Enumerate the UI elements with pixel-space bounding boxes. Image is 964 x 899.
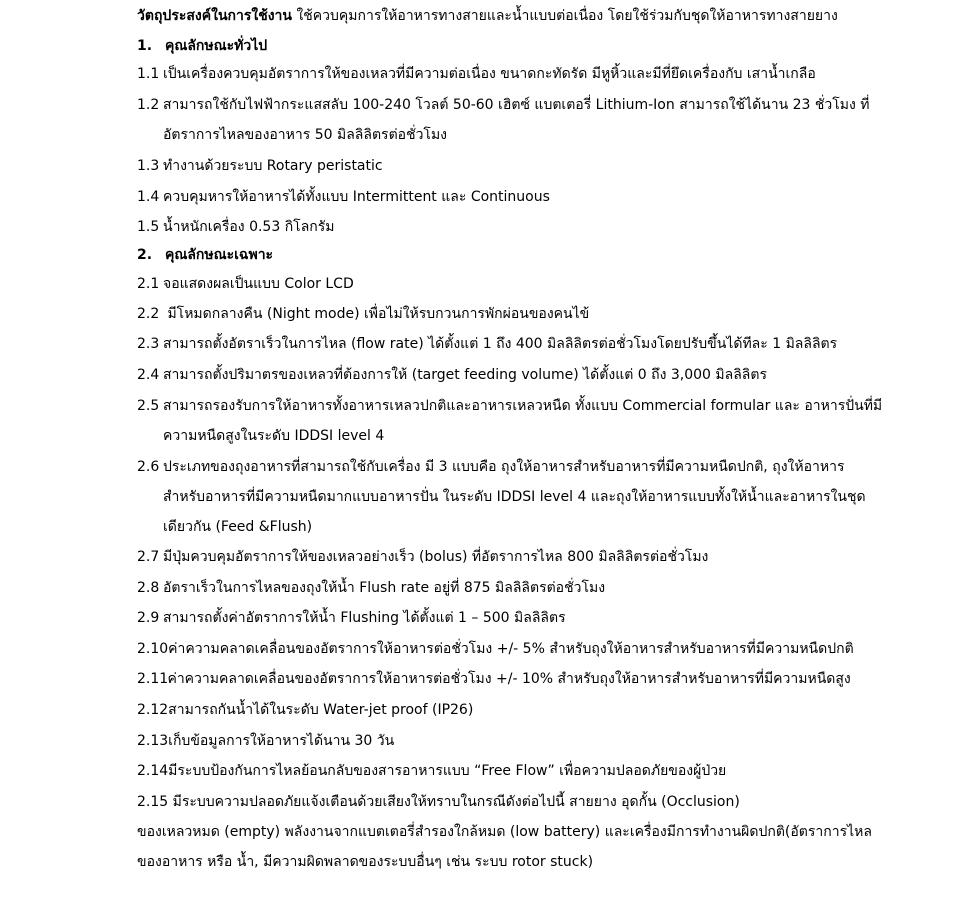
item-number: 2.1 xyxy=(137,276,160,292)
item-text: ค่าความคลาดเคลื่อนของอัตราการให้อาหารต่อชั่วโมง +/- 5% สำหรับถุงให้อาหารสำหรับอาหารที่มีความหนืดปกติ xyxy=(168,641,854,657)
objective-line xyxy=(137,6,838,26)
item-text: น้ำหนักเครื่อง 0.53 กิโลกรัม xyxy=(163,219,335,235)
objective-text: ใช้ควบคุมการให้อาหารทางสายและน้ำแบบต่อเนื่อง โดยใช้ร่วมกับชุดให้อาหารทางสายยาง xyxy=(296,8,838,24)
spec-item-1-5 xyxy=(137,217,335,237)
item-number: 2.9 xyxy=(137,610,160,626)
item-number: 2.6 xyxy=(137,459,160,475)
item-number: 1.3 xyxy=(137,158,160,174)
item-number: 1.5 xyxy=(137,219,160,235)
spec-item-1-4 xyxy=(137,187,550,207)
spec-item-2-6-continued-2: เดียวกัน (Feed &Flush) xyxy=(163,519,313,535)
spec-item-1-3 xyxy=(137,156,383,176)
item-number: 1.4 xyxy=(137,189,160,205)
section-2-number: 2. xyxy=(137,247,153,263)
spec-item-2-5 xyxy=(137,396,882,416)
spec-item-2-15 xyxy=(137,792,740,812)
spec-item-2-13 xyxy=(137,731,394,751)
spec-item-2-6 xyxy=(137,457,844,477)
item-text: ประเภทของถุงอาหารที่สามารถใช้กับเครื่อง มี 3 แบบคือ ถุงให้อาหารสำหรับอาหารที่มีความหนืดปกติ, ถุงให้อาหาร xyxy=(163,459,845,475)
item-number: 2.7 xyxy=(137,549,160,565)
item-text: จอแสดงผลเป็นแบบ Color LCD xyxy=(163,276,354,292)
spec-item-2-1 xyxy=(137,274,354,294)
spec-item-2-14 xyxy=(137,761,726,781)
item-number: 2.5 xyxy=(137,398,160,414)
spec-item-2-2 xyxy=(137,304,589,324)
spec-item-2-7 xyxy=(137,547,708,567)
section-1-title: คุณลักษณะทั่วไป xyxy=(165,38,268,54)
item-text: อัตราเร็วในการไหลของถุงให้น้ำ Flush rate อยู่ที่ 875 มิลลิลิตรต่อชั่วโมง xyxy=(163,580,606,596)
spec-item-2-5-continued: ความหนืดสูงในระดับ IDDSI level 4 xyxy=(163,428,385,444)
section-1-number: 1. xyxy=(137,38,153,54)
item-text: ค่าความคลาดเคลื่อนของอัตราการให้อาหารต่อชั่วโมง +/- 10% สำหรับถุงให้อาหารสำหรับอาหารที่มีความหนืดสูง xyxy=(163,671,851,687)
item-number: 2.14 xyxy=(137,763,169,779)
objective-title: วัตถุประสงค์ในการใช้งาน xyxy=(137,8,292,24)
spec-item-2-10 xyxy=(137,639,854,659)
section-2-heading xyxy=(137,245,273,265)
spec-item-2-11 xyxy=(137,669,851,689)
item-text: สามารถใช้กับไฟฟ้ากระแสสลับ 100-240 โวลต์ 50-60 เฮิตซ์ แบตเตอรี่ Lithium-Ion สามารถใช้ได้นาน 23 ชั่วโมง ที่ xyxy=(163,97,870,113)
item-text: สามารถตั้งค่าอัตราการให้น้ำ Flushing ได้ตั้งแต่ 1 – 500 มิลลิลิตร xyxy=(163,610,566,626)
item-number: 2.10 xyxy=(137,641,169,657)
spec-item-2-8 xyxy=(137,578,605,598)
item-text: มีระบบป้องกันการไหลย้อนกลับของสารอาหารแบบ “Free Flow” เพื่อความปลอดภัยของผู้ป่วย xyxy=(168,763,727,779)
item-text: สามารถกันน้ำได้ในระดับ Water-jet proof (IP26) xyxy=(168,702,474,718)
item-number: 2.11 xyxy=(137,671,169,687)
item-text: เก็บข้อมูลการให้อาหารได้นาน 30 วัน xyxy=(168,733,395,749)
item-text: เป็นเครื่องควบคุมอัตราการให้ของเหลวที่มีความต่อเนื่อง ขนาดกะทัดรัด มีหูหิ้วและมีที่ยึดเครื่องกับ เสาน้ำเกลือ xyxy=(163,66,816,82)
item-number: 2.15 xyxy=(137,794,169,810)
spec-item-2-12 xyxy=(137,700,473,720)
item-text: สามารถรองรับการให้อาหารทั้งอาหารเหลวปกติและอาหารเหลวหนืด ทั้งแบบ Commercial formular และ อาหารปั่นที่มี xyxy=(163,398,883,414)
spec-item-2-9 xyxy=(137,608,566,628)
section-2-title: คุณลักษณะเฉพาะ xyxy=(165,247,274,263)
spec-item-1-2-continued: อัตราการไหลของอาหาร 50 มิลลิลิตรต่อชั่วโมง xyxy=(163,127,448,143)
item-number: 2.4 xyxy=(137,367,160,383)
item-text: มีปุ่มควบคุมอัตราการให้ของเหลวอย่างเร็ว (bolus) ที่อัตราการไหล 800 มิลลิลิตรต่อชั่วโมง xyxy=(163,549,709,565)
spec-item-2-3 xyxy=(137,334,837,354)
spec-item-2-4 xyxy=(137,365,767,385)
item-text: ควบคุมหารให้อาหารได้ทั้งแบบ Intermittent และ Continuous xyxy=(163,189,550,205)
item-text: มีระบบความปลอดภัยแจ้งเตือนด้วยเสียงให้ทราบในกรณีดังต่อไปนี้ สายยาง อุดกั้น (Occlusion) xyxy=(168,794,740,810)
spec-item-2-6-continued-1: สำหรับอาหารที่มีความหนืดมากแบบอาหารปั่น ในระดับ IDDSI level 4 และถุงให้อาหารแบบทั้งให้น้ำและอาหารในชุด xyxy=(163,489,866,505)
spec-item-2-15-continued-1: ของเหลวหมด (empty) พลังงานจากแบตเตอรี่สำรองใกล้หมด (low battery) และเครื่องมีการทำงานผิดปกติ(อัตราการไหล xyxy=(137,824,872,840)
item-number: 2.8 xyxy=(137,580,160,596)
item-text: ทำงานด้วยระบบ Rotary peristatic xyxy=(163,158,383,174)
item-number: 2.12 xyxy=(137,702,169,718)
item-text: มีโหมดกลางคืน (Night mode) เพื่อไม่ให้รบกวนการพักผ่อนของคนไข้ xyxy=(163,306,590,322)
section-1-heading xyxy=(137,36,267,56)
spec-item-1-1 xyxy=(137,64,816,84)
item-number: 2.2 xyxy=(137,306,160,322)
item-text: สามารถตั้งอัตราเร็วในการไหล (flow rate) ได้ตั้งแต่ 1 ถึง 400 มิลลิลิตรต่อชั่วโมงโดยปรับขึ้นได้ทีละ 1 มิลลิลิตร xyxy=(163,336,838,352)
item-number: 2.3 xyxy=(137,336,160,352)
item-number: 1.1 xyxy=(137,66,160,82)
spec-item-2-15-continued-2: ของอาหาร หรือ น้ำ, มีความผิดพลาดของระบบอื่นๆ เช่น ระบบ rotor stuck) xyxy=(137,854,594,870)
item-text: สามารถตั้งปริมาตรของเหลวที่ต้องการให้ (target feeding volume) ได้ตั้งแต่ 0 ถึง 3,000 มิลลิลิตร xyxy=(163,367,767,383)
item-number: 1.2 xyxy=(137,97,160,113)
spec-item-1-2 xyxy=(137,95,870,115)
item-number: 2.13 xyxy=(137,733,169,749)
